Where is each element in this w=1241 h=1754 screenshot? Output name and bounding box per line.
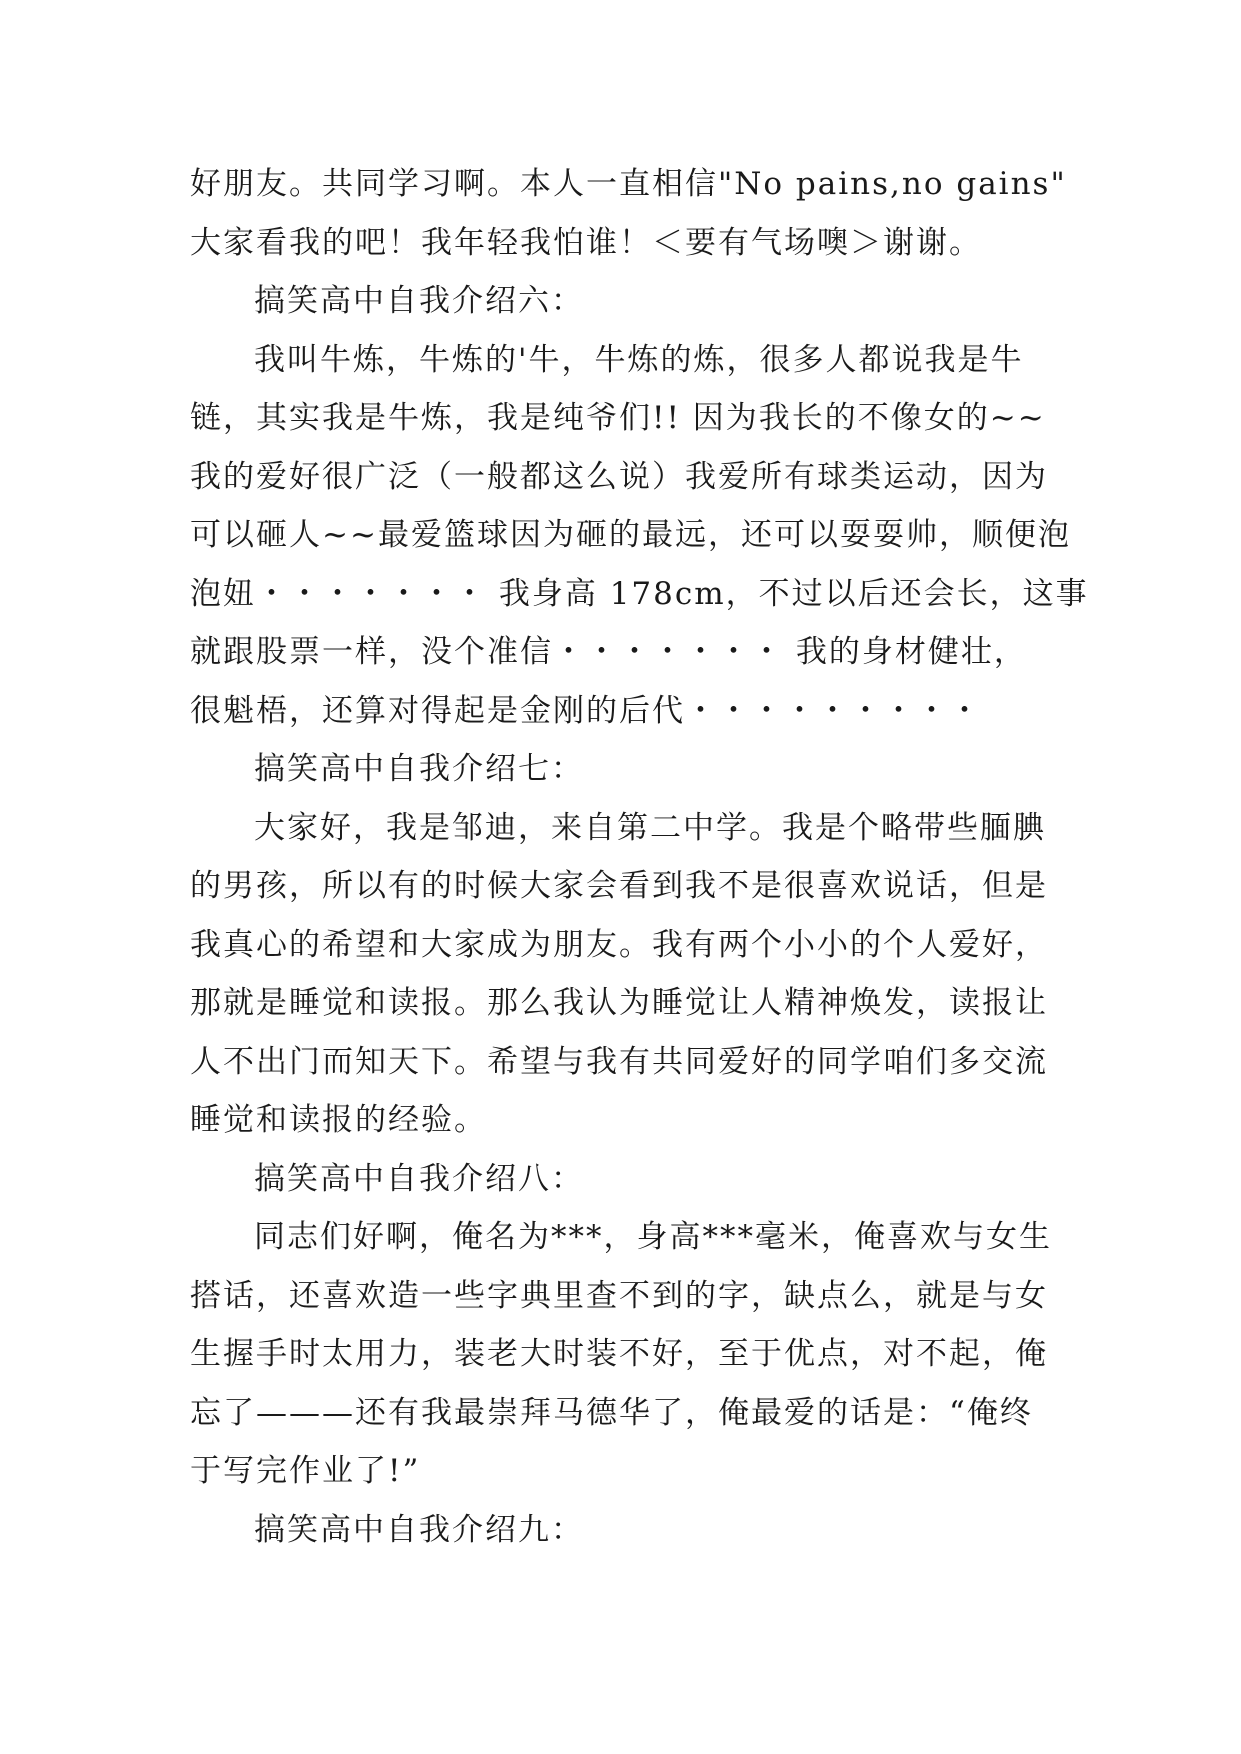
text-line: 我真心的希望和大家成为朋友。我有两个小小的个人爱好， [190,926,1048,963]
section-heading: 搞笑高中自我介绍八： [254,1160,584,1197]
section-heading: 搞笑高中自我介绍七： [254,751,584,787]
text-line: 我的爱好很广泛（一般都这么说）我爱所有球类运动，因为 [190,458,1048,495]
document-body [190,155,1089,1559]
text-line: 人不出门而知天下。希望与我有共同爱好的同学咱们多交流 [190,1043,1048,1080]
text-line: 很魁梧，还算对得起是金刚的后代・・・・・・・・・ [190,692,982,729]
text-line: 搭话，还喜欢造一些字典里查不到的字，缺点么，就是与女 [190,1277,1048,1314]
section-heading: 搞笑高中自我介绍六： [254,283,584,319]
text-line: 那就是睡觉和读报。那么我认为睡觉让人精神焕发，读报让 [190,985,1048,1021]
text-line: 好朋友。共同学习啊。本人一直相信"No pains,no gains" [190,166,1067,202]
text-line: 的男孩，所以有的时候大家会看到我不是很喜欢说话，但是 [190,868,1048,904]
text-line: 于写完作业了!” [190,1453,421,1489]
text-line: 就跟股票一样，没个准信・・・・・・・ 我的身材健壮， [190,634,1027,670]
text-line: 可以砸人~~最爱篮球因为砸的最远，还可以耍耍帅，顺便泡 [190,517,1071,553]
paragraph-first-line: 同志们好啊，俺名为***，身高***毫米，俺喜欢与女生 [254,1219,1052,1255]
paragraph-first-line: 我叫牛炼，牛炼的'牛，牛炼的炼，很多人都说我是牛 [254,341,1024,378]
text-line: 忘了———还有我最崇拜马德华了，俺最爱的话是：“俺终 [190,1394,1033,1431]
text-line: 睡觉和读报的经验。 [190,1102,487,1138]
paragraph-first-line: 大家好，我是邹迪，来自第二中学。我是个略带些腼腆 [254,809,1046,846]
text-line: 泡妞・・・・・・・ 我身高 178cm，不过以后还会长，这事 [190,575,1089,612]
text-line: 链，其实我是牛炼，我是纯爷们!! 因为我长的不像女的~~ [190,400,1046,436]
section-heading: 搞笑高中自我介绍九： [254,1511,584,1548]
text-line: 大家看我的吧！我年轻我怕谁！＜要有气场噢＞谢谢。 [190,224,982,261]
text-line: 生握手时太用力，装老大时装不好，至于优点，对不起，俺 [190,1336,1048,1372]
